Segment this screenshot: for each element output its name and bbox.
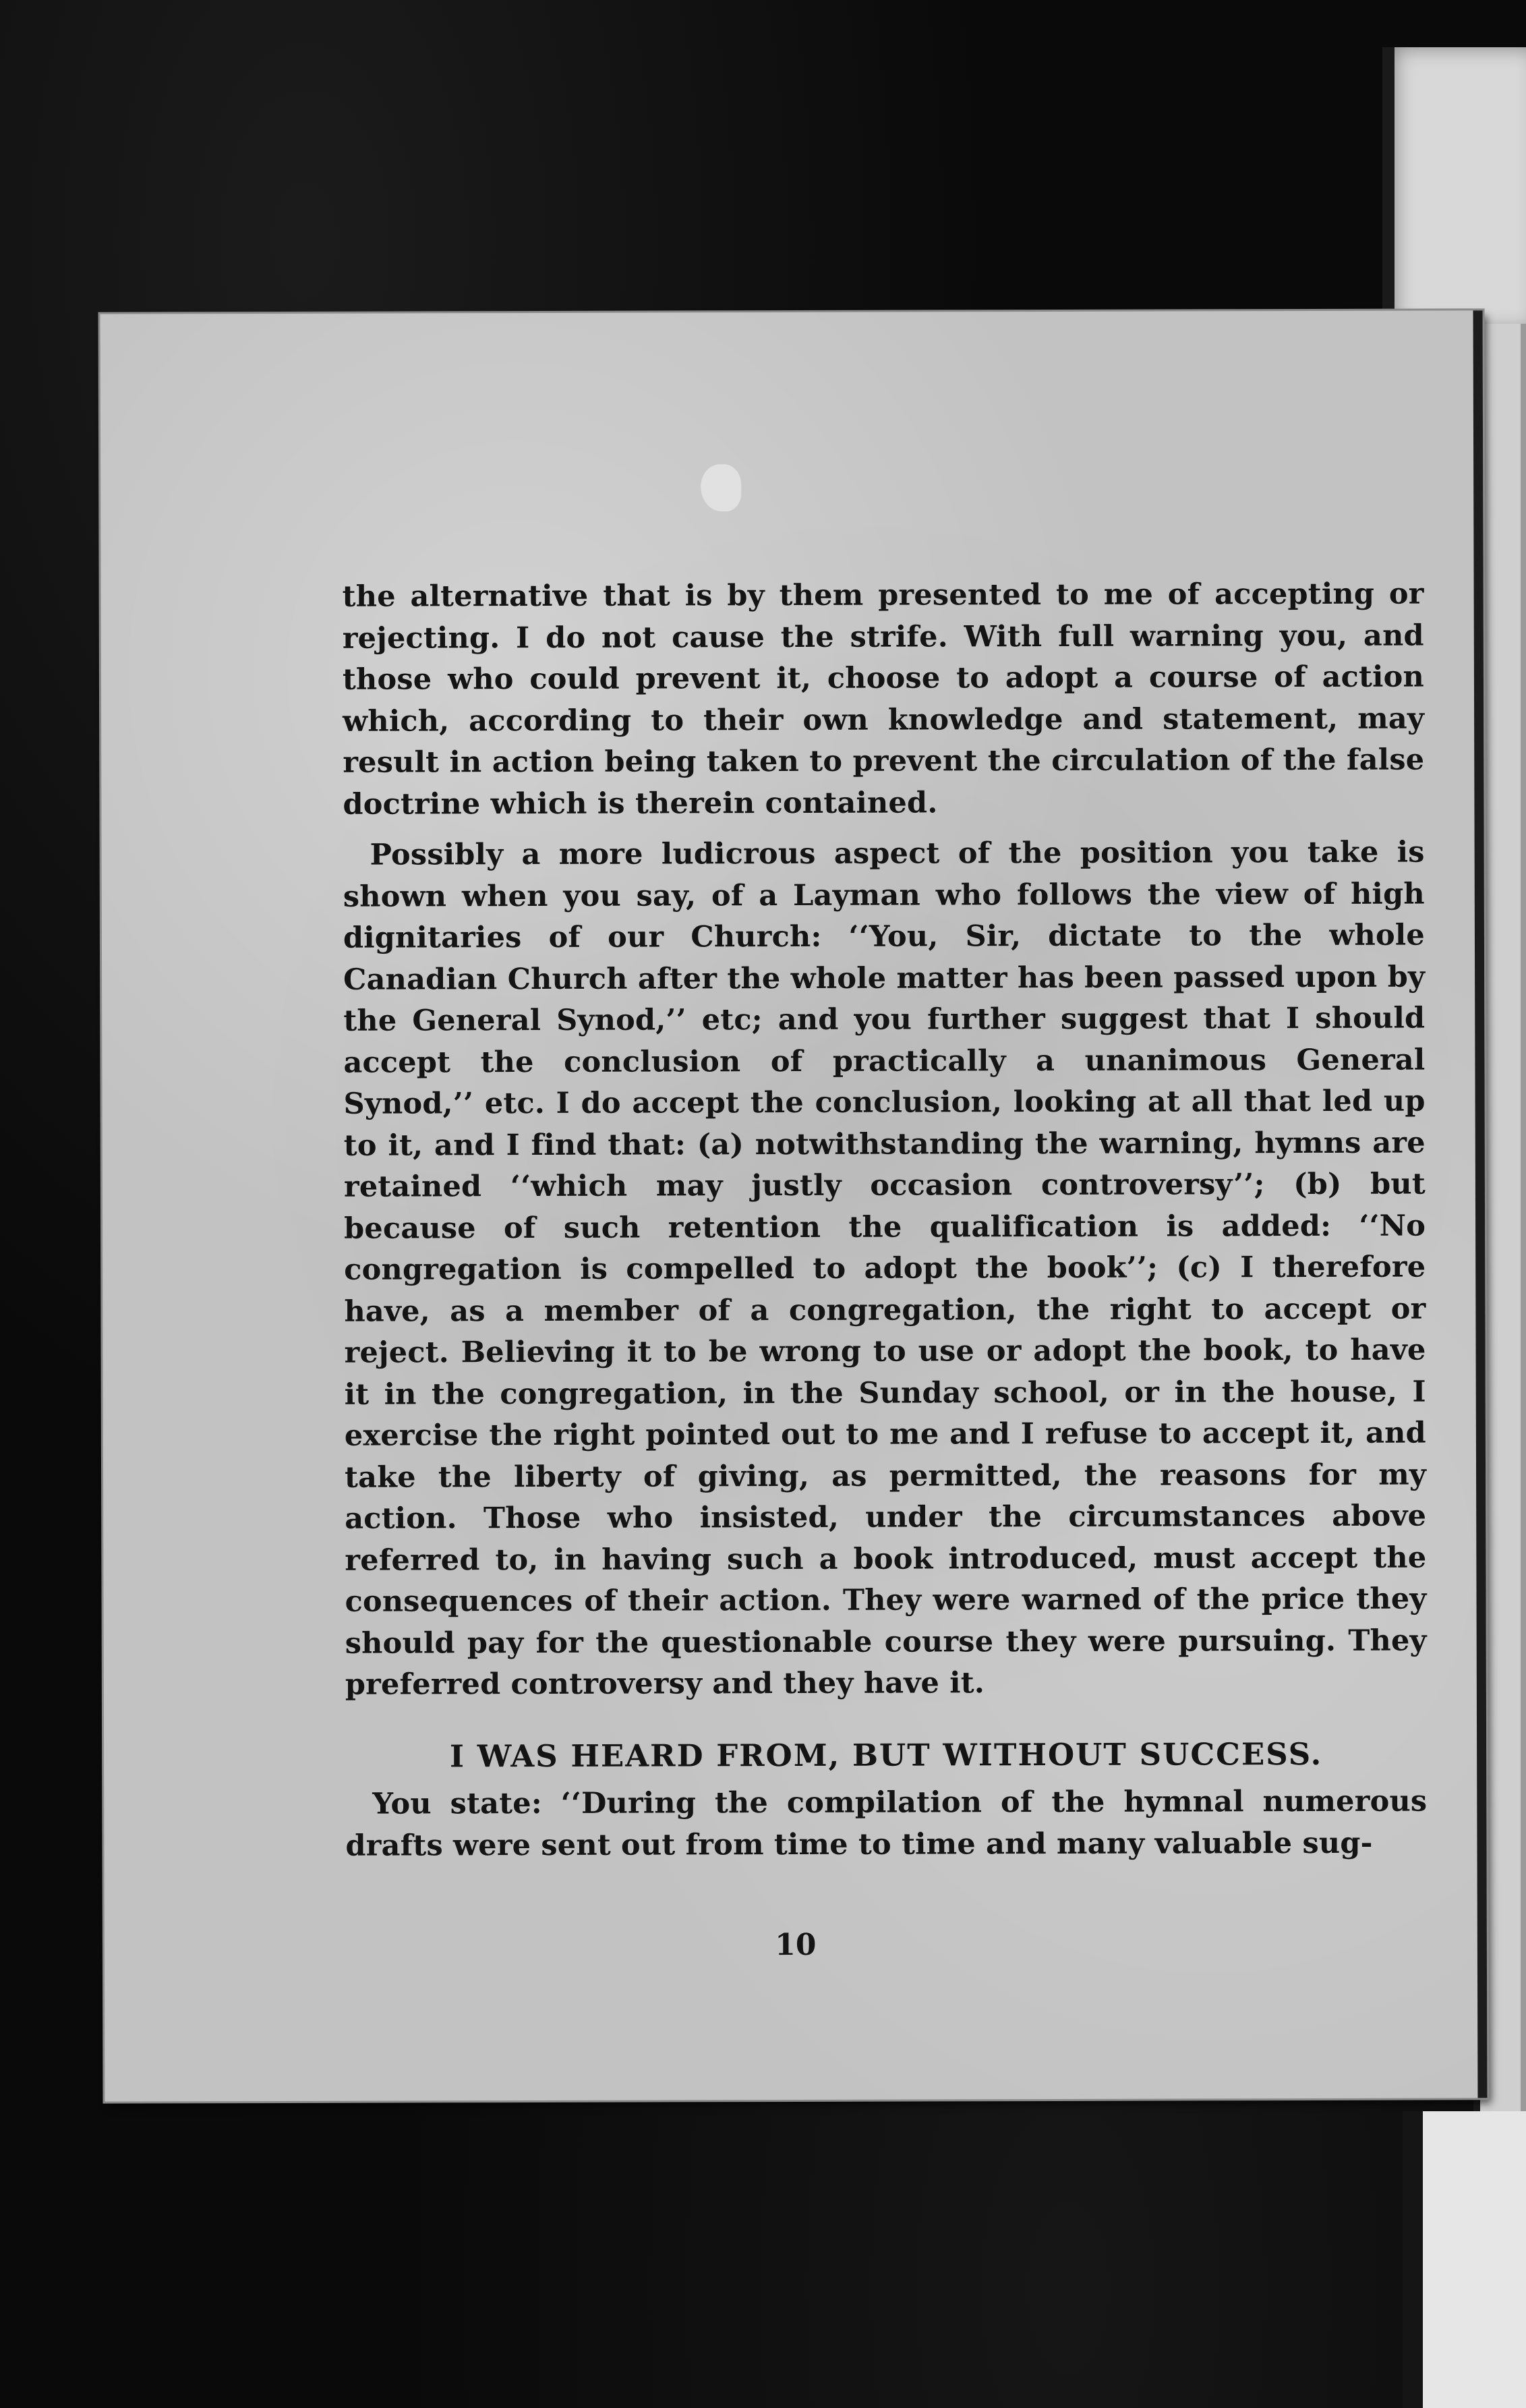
paragraph: the alternative that is by them presented to me of accepting or rejecting. I do not cause the strife. With full warning you, and those who could prevent it, choose to adopt a course of action which, according to their own knowledge and statement, may result in action being taken to prevent the circulation of the false doctrine which is therein contained. bbox=[342, 577, 1425, 822]
paragraph: You state: ‘‘During the compilation of the hymnal numerous drafts were sent out from time to time and many valuable sug- bbox=[345, 1784, 1428, 1863]
section-heading: I WAS HEARD FROM, BUT WITHOUT SUCCESS. bbox=[449, 1736, 1323, 1774]
paper-stain bbox=[701, 464, 741, 511]
paragraph: Possibly a more ludicrous aspect of the position you take is shown when you say, of a Layman who follows the view of high dignitaries of our Church: ‘‘You, Sir, dictate to the whole Canadian Church after the whole matter has been passed upon by the General Synod,’’ etc; and you further suggest that I should accept the conclusion of practically a unanimous General Synod,’’ etc. I do accept the conclusion, looking at all that led up to it, and I find that: (a) notwithstanding the warning, hymns are retained ‘‘which may justly occasion controversy’’; (b) but because of such retention the qualification is added: ‘‘No congregation is compelled to adopt the book’’; (c) I therefore have, as a member of a congregation, the right to accept or reject. Believing it to be wrong to use or adopt the book, to have it in the congregation, in the Sunday school, or in the house, I exercise the right pointed out to me and I refuse to accept it, and take the liberty of giving, as permitted, the reasons for my action. Those who insisted, under the circumstances above referred to, in having such a book introduced, must accept the consequences of their action. They were warned of the price they should pay for the questionable course they were pursuing. They preferred controversy and they have it. bbox=[343, 835, 1427, 1702]
adjacent-page-bottom bbox=[1403, 2111, 1526, 2408]
document-page bbox=[100, 310, 1488, 2101]
body-text bbox=[343, 574, 1428, 1867]
page-number: 10 bbox=[775, 1927, 817, 1963]
adjacent-page-top bbox=[1382, 47, 1526, 331]
